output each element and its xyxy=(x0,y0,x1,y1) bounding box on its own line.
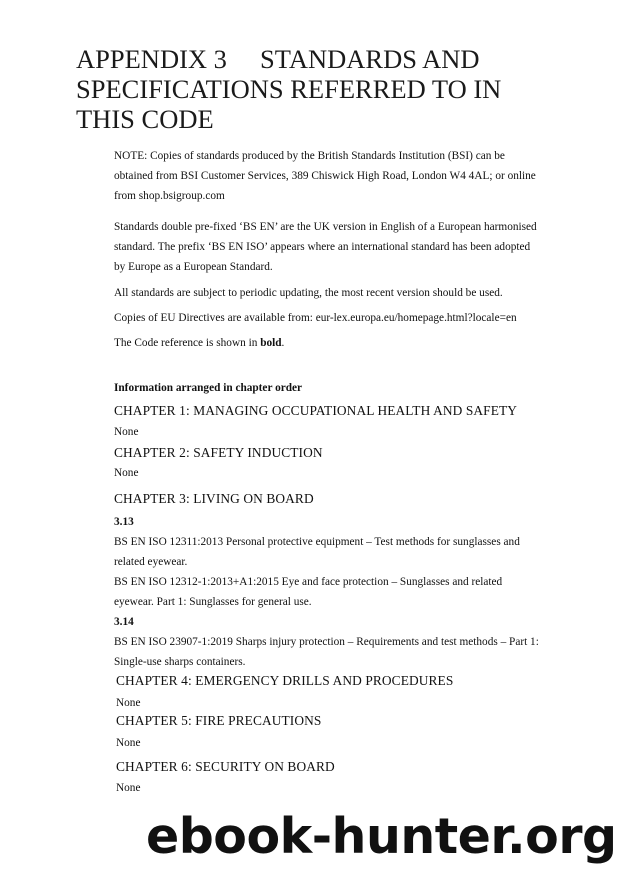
standard-23907-line-1: BS EN ISO 23907-1:2019 Sharps injury protection – Requirements and test methods – Part 1: xyxy=(114,636,539,648)
chapter-1-heading: CHAPTER 1: MANAGING OCCUPATIONAL HEALTH AND SAFETY xyxy=(114,403,518,418)
code-ref-text: The Code reference is shown in xyxy=(114,337,261,349)
prefix-line-2: standard. The prefix ‘BS EN ISO’ appears where an international standard has been adopted xyxy=(114,241,531,253)
standard-12311-line-2: related eyewear. xyxy=(114,556,188,568)
chapter-1-none: None xyxy=(114,426,139,438)
updating-note: All standards are subject to periodic updating, the most recent version should be used. xyxy=(114,287,503,299)
page-title xyxy=(76,44,596,134)
code-reference-note xyxy=(114,333,284,353)
standard-12311-line-1: BS EN ISO 12311:2013 Personal protective equipment – Test methods for sunglasses and xyxy=(114,536,520,548)
standard-23907-line-2: Single-use sharps containers. xyxy=(114,656,246,668)
code-ref-end: . xyxy=(281,337,285,349)
chapter-4-heading: CHAPTER 4: EMERGENCY DRILLS AND PROCEDURES xyxy=(116,673,454,688)
eu-directives-note: Copies of EU Directives are available from: eur-lex.europa.eu/homepage.html?locale=en xyxy=(114,312,517,324)
chapter-5-none: None xyxy=(116,737,141,749)
standard-12312-line-1: BS EN ISO 12312-1:2013+A1:2015 Eye and face protection – Sunglasses and related xyxy=(114,576,503,588)
note-line-2: obtained from BSI Customer Services, 389 Chiswick High Road, London W4 4AL; or online xyxy=(114,170,536,182)
chapter-6-heading: CHAPTER 6: SECURITY ON BOARD xyxy=(116,759,335,774)
chapter-6-none: None xyxy=(116,782,141,794)
code-ref-bold: bold xyxy=(260,337,282,349)
standard-12312-line-2: eyewear. Part 1: Sunglasses for general use. xyxy=(114,596,312,608)
chapter-2-none: None xyxy=(114,467,139,479)
chapter-3-heading: CHAPTER 3: LIVING ON BOARD xyxy=(114,491,314,506)
ref-3-13: 3.13 xyxy=(114,516,134,528)
note-line-1: NOTE: Copies of standards produced by the British Standards Institution (BSI) can be xyxy=(114,150,505,162)
ref-3-14: 3.14 xyxy=(114,616,134,628)
chapter-5-heading: CHAPTER 5: FIRE PRECAUTIONS xyxy=(116,713,322,728)
chapter-2-heading: CHAPTER 2: SAFETY INDUCTION xyxy=(114,445,323,460)
note-line-3: from shop.bsigroup.com xyxy=(114,190,225,202)
title-line-3: THIS CODE xyxy=(76,104,214,134)
info-heading: Information arranged in chapter order xyxy=(114,382,303,394)
title-line-2: SPECIFICATIONS REFERRED TO IN xyxy=(76,74,502,104)
prefix-line-1: Standards double pre-fixed ‘BS EN’ are the UK version in English of a European harmonised xyxy=(114,221,537,233)
title-line-1: APPENDIX 3 STANDARDS AND xyxy=(76,44,480,74)
prefix-line-3: by Europe as a European Standard. xyxy=(114,261,273,273)
watermark-text: ebook-hunter.org xyxy=(146,808,617,865)
chapter-4-none: None xyxy=(116,697,141,709)
